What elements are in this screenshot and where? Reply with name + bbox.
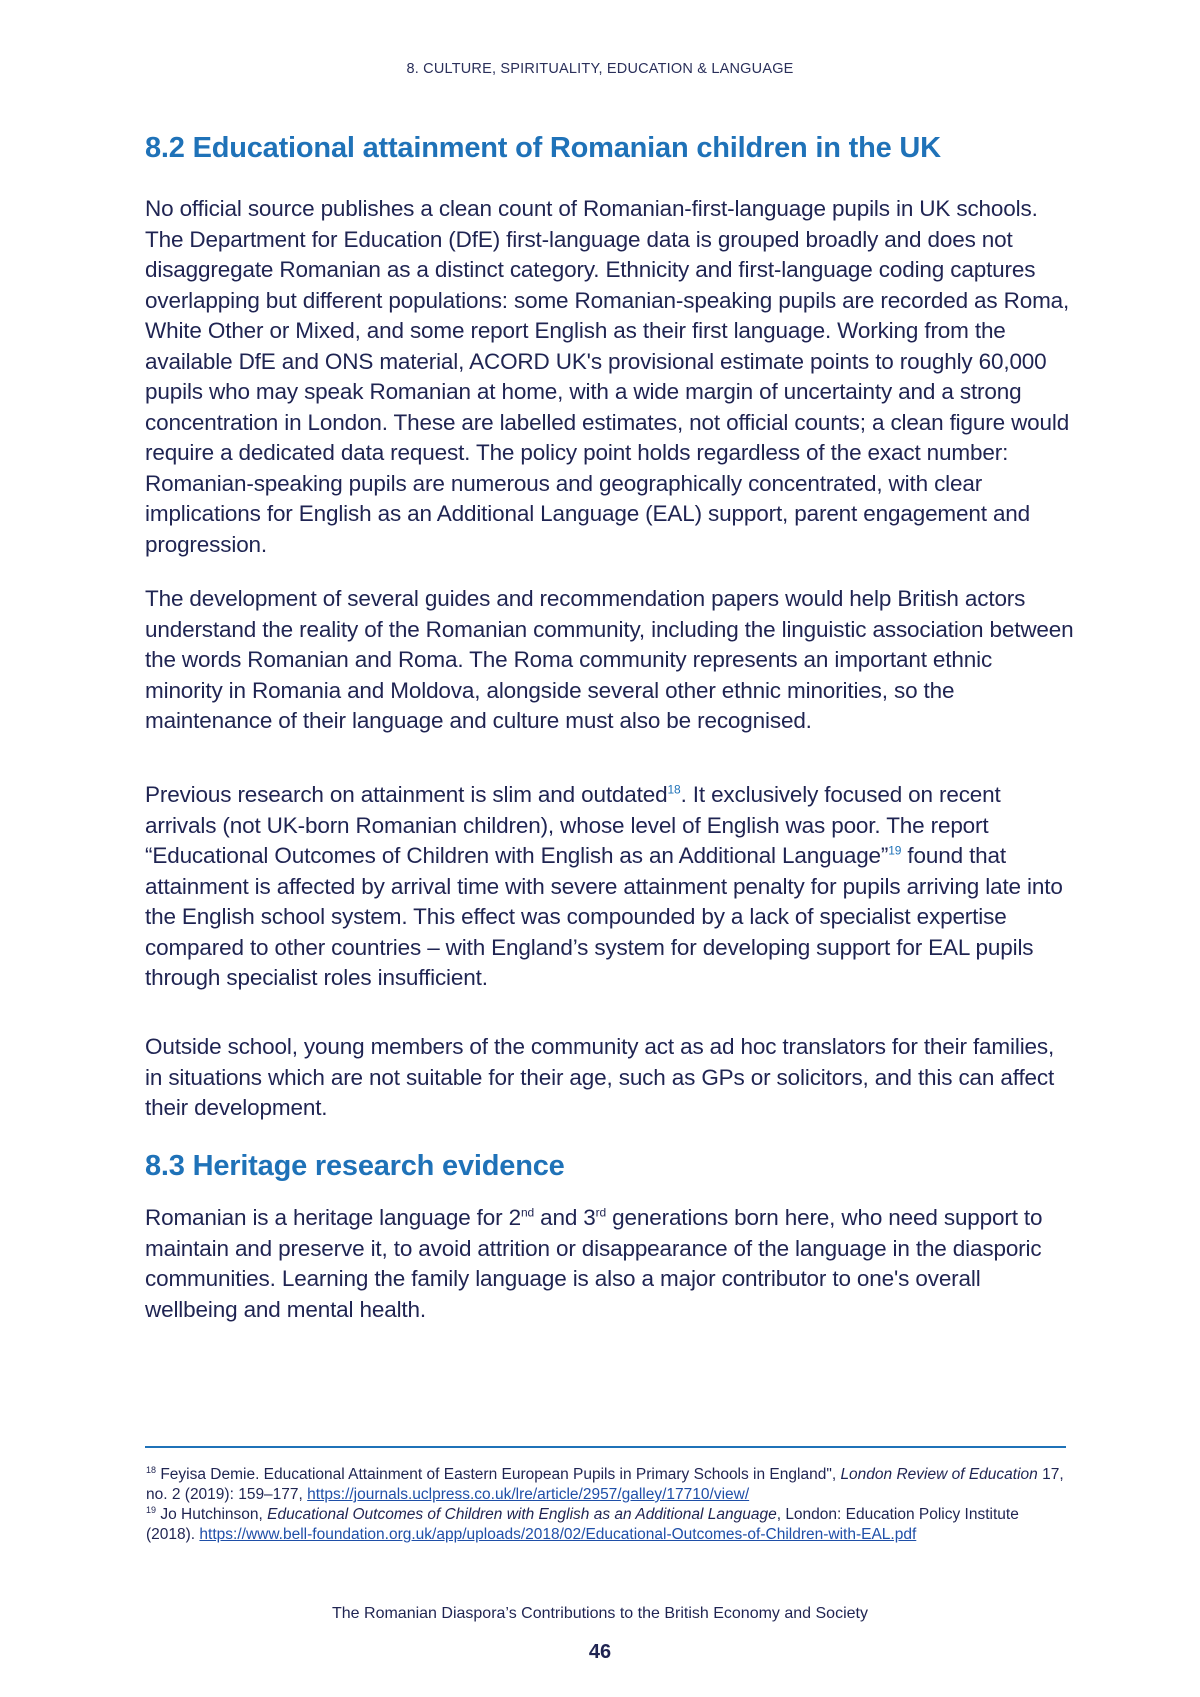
paragraph-text xyxy=(145,780,1075,994)
paragraph-text: No official source publishes a clean count of Romanian-first-language pupils in UK schools. The Department for Education (DfE) first-language data is grouped broadly and does not disaggregate Romanian as a distinct category. Ethnicity and first-language coding captures overlapping but different populations: some Romanian-speaking pupils are recorded as Roma, White Other or Mixed, and some report English as their first language. Working from the available DfE and ONS material, ACORD UK's provisional estimate points to roughly 60,000 pupils who may speak Romanian at home, with a wide margin of uncertainty and a strong concentration in London. These are labelled estimates, not official counts; a clean figure would require a dedicated data request. The policy point holds regardless of the exact number: Romanian-speaking pupils are numerous and geographically concentrated, with clear implications for English as an Additional Language (EAL) support, parent engagement and progression. xyxy=(145,196,1070,557)
paragraph-text: Outside school, young members of the community act as ad hoc translators for their families, in situations which are not suitable for their age, such as GPs or solicitors, and this can affect their development. xyxy=(145,1034,1055,1120)
text-run: found that attainment is affected by arrival time with severe attainment penalty for pupils arriving late into the English school system. This effect was compounded by a lack of specialist expertise compared to other countries – with England’s system for developing support for EAL pupils through specialist roles insufficient. xyxy=(145,843,1063,990)
footnote-number: 18 xyxy=(146,1464,157,1475)
paragraph xyxy=(145,194,1075,560)
section-heading: 8.3 Heritage research evidence xyxy=(145,1150,565,1182)
footnote-ref[interactable]: 19 xyxy=(888,843,902,858)
ordinal-suffix: rd xyxy=(595,1205,607,1220)
section-8-3 xyxy=(145,1150,1075,1183)
text-run: and 3 xyxy=(534,1205,596,1230)
paragraph-text xyxy=(145,1203,1075,1325)
footnote-link[interactable]: https://www.bell-foundation.org.uk/app/uploads/2018/02/Educational-Outcomes-of-Children-with-EAL.pdf xyxy=(199,1526,917,1543)
footer-title: The Romanian Diaspora’s Contributions to the British Economy and Society xyxy=(332,1605,868,1622)
paragraph-text: The development of several guides and recommendation papers would help British actors understand the reality of the Romanian community, including the linguistic association between the words Romanian and Roma. The Roma community represents an important ethnic minority in Romania and Moldova, alongside several other ethnic minorities, so the maintenance of their language and culture must also be recognised. xyxy=(145,586,1074,733)
text-run: Previous research on attainment is slim and outdated xyxy=(145,782,668,807)
footnote-text: 17, no. 2 (2019): 159–177, xyxy=(146,1466,1064,1503)
footnotes xyxy=(146,1465,1071,1545)
footnote-text: , London: Education Policy Institute (2018). xyxy=(146,1506,1019,1543)
footnote-journal: London Review of Education xyxy=(840,1466,1038,1483)
paragraph xyxy=(145,1032,1075,1124)
text-run: . It exclusively focused on recent arrivals (not UK-born Romanian children), whose level of English was poor. The report “Educational Outcomes of Children with English as an Additional Language” xyxy=(145,782,1001,868)
text-run: Romanian is a heritage language for 2 xyxy=(145,1205,521,1230)
running-header: 8. CULTURE, SPIRITUALITY, EDUCATION & LANGUAGE xyxy=(406,61,794,77)
paragraph xyxy=(145,780,1075,994)
footnote-title: Educational Outcomes of Children with English as an Additional Language xyxy=(267,1506,777,1523)
section-8-2 xyxy=(145,132,1075,165)
section-heading: 8.2 Educational attainment of Romanian children in the UK xyxy=(145,132,941,164)
footnote-ref[interactable]: 18 xyxy=(667,782,681,797)
footnote-item xyxy=(146,1505,1071,1545)
footnote-divider xyxy=(145,1446,1066,1448)
paragraph xyxy=(145,1203,1075,1325)
paragraph xyxy=(145,584,1075,737)
footnote-text: Feyisa Demie. Educational Attainment of Eastern European Pupils in Primary Schools in England", xyxy=(156,1466,841,1483)
footnote-item xyxy=(146,1465,1071,1505)
footnote-link[interactable]: https://journals.uclpress.co.uk/lre/article/2957/galley/17710/view/ xyxy=(307,1486,750,1503)
footnote-number: 19 xyxy=(146,1504,157,1515)
footnote-text: Jo Hutchinson, xyxy=(156,1506,268,1523)
page-number: 46 xyxy=(588,1641,612,1663)
text-run: generations born here, who need support to maintain and preserve it, to avoid attrition or disappearance of the language in the diasporic communities. Learning the family language is also a major contributor to one's overall wellbeing and mental health. xyxy=(145,1205,1043,1322)
ordinal-suffix: nd xyxy=(520,1205,535,1220)
